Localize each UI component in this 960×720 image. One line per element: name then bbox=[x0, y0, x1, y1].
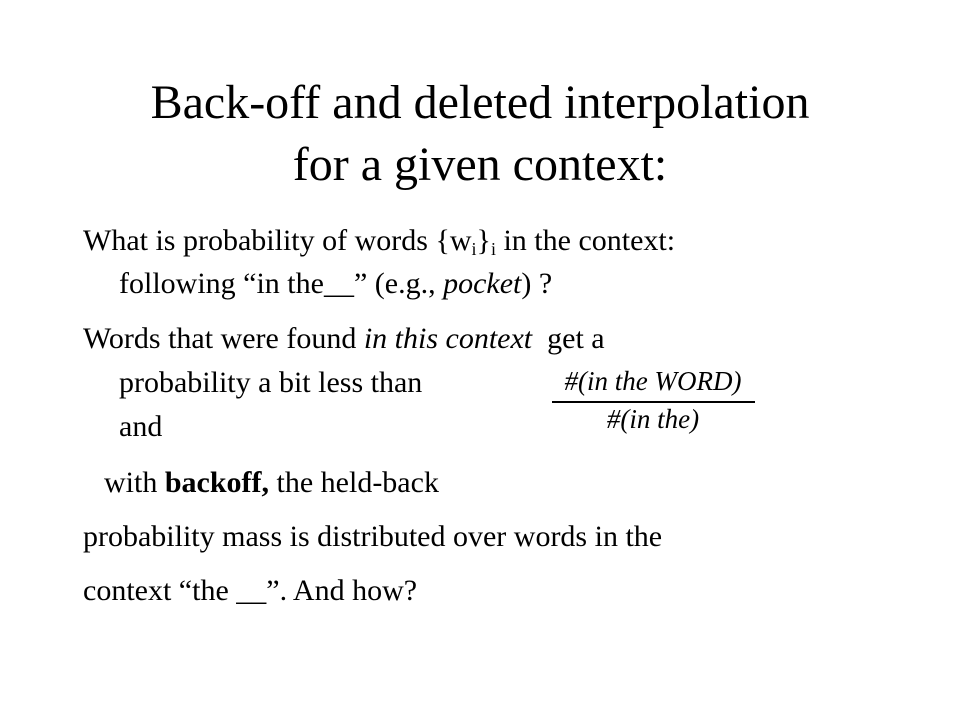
slide-title-line-1: Back-off and deleted interpolation bbox=[150, 76, 810, 129]
paragraph-2-line-1 bbox=[83, 324, 605, 354]
text-run: What is probability of words {w bbox=[83, 224, 472, 257]
text-run: with bbox=[104, 466, 165, 499]
text-run: get a bbox=[532, 322, 605, 355]
text-run: ) ? bbox=[521, 267, 553, 300]
formula-denominator bbox=[548, 406, 758, 433]
text-run: the held-back bbox=[269, 466, 439, 499]
paragraph-3-line-2: probability mass is distributed over words in the bbox=[83, 520, 663, 553]
paragraph-1-line-1 bbox=[83, 224, 676, 259]
text-run: } bbox=[476, 224, 491, 257]
italic-phrase: in this context bbox=[363, 322, 533, 355]
text-run: Words that were found bbox=[83, 322, 364, 355]
formula-numerator bbox=[548, 368, 758, 395]
text-run: following “in the__” (e.g., bbox=[119, 267, 444, 300]
subscript-i: i bbox=[471, 239, 477, 259]
bold-term: backoff, bbox=[164, 466, 270, 499]
fraction-bar bbox=[552, 401, 755, 403]
slide-title-line-2: for a given context: bbox=[292, 138, 668, 191]
paragraph-3-line-3: context “the __”. And how? bbox=[83, 574, 418, 607]
paragraph-3-line-1 bbox=[104, 468, 439, 498]
paragraph-2-line-2: probability a bit less than bbox=[119, 366, 423, 399]
subscript-i: i bbox=[490, 239, 496, 259]
text-run: #(in the WORD) bbox=[564, 366, 742, 396]
paragraph-2-line-3: and bbox=[119, 410, 163, 443]
fraction-formula bbox=[548, 364, 758, 434]
text-run: in the context: bbox=[495, 224, 676, 257]
text-run: #(in the) bbox=[606, 404, 700, 434]
paragraph-1-line-2 bbox=[119, 269, 552, 299]
italic-example-word: pocket bbox=[443, 267, 522, 300]
